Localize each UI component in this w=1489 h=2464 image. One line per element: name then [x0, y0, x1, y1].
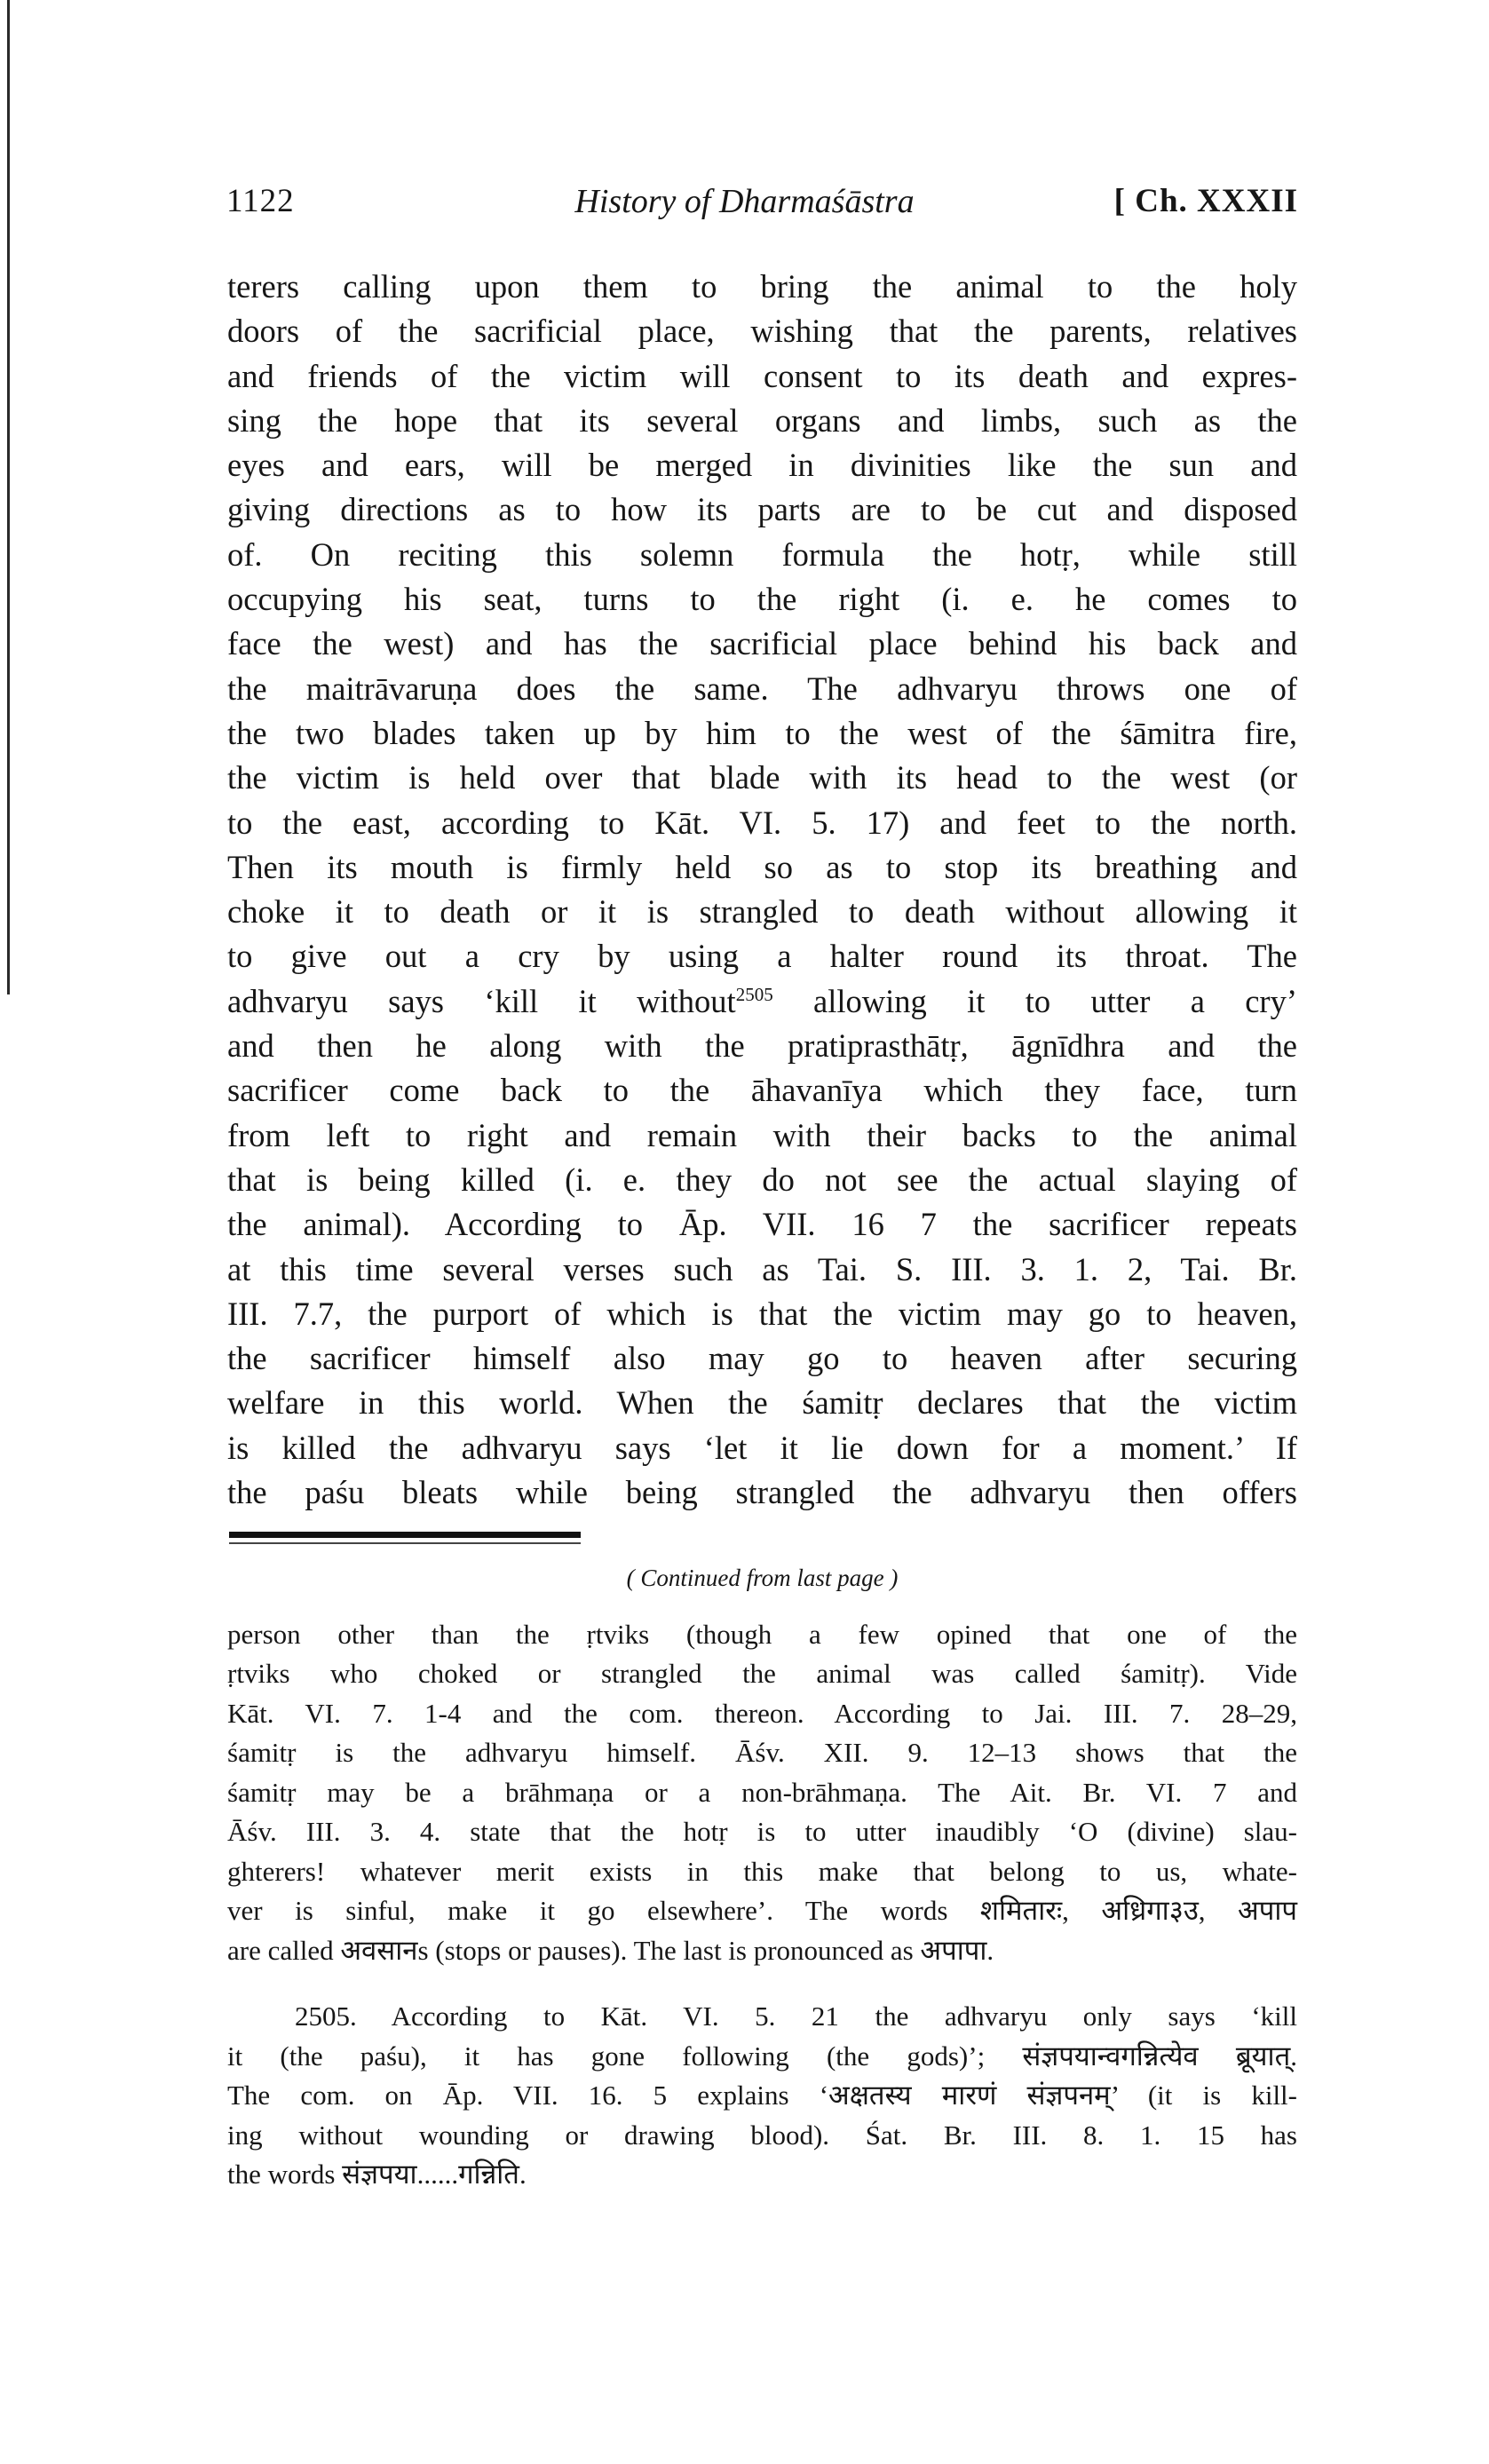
text-line: doors of the sacrificial place, wishing that the parents, relatives	[227, 313, 1297, 350]
footnote-line: ing without wounding or drawing blood). Śat. Br. III. 8. 1. 15 has	[227, 2119, 1297, 2151]
text-line: is killed the adhvaryu says ‘let it lie down for a moment.’ If	[227, 1429, 1297, 1466]
text-line: the sacrificer himself also may go to heaven after securing	[227, 1340, 1297, 1377]
text-line: and then he along with the pratiprasthātṛ, āgnīdhra and the	[227, 1027, 1297, 1065]
footnote-line-after: allowing it to utter a cry’	[772, 982, 1297, 1019]
text-line: sing the hope that its several organs and limbs, such as the	[227, 401, 1297, 439]
text-line: occupying his seat, turns to the right (i. e. he comes to	[227, 581, 1297, 618]
footnote-line: śamitṛ is the adhvaryu himself. Āśv. XII. 9. 12–13 shows that the	[227, 1737, 1297, 1768]
text-line: to give out a cry by using a halter round its throat. The	[227, 938, 1297, 975]
scan-margin-rule	[7, 0, 10, 994]
text-line: and friends of the victim will consent to its death and expres-	[227, 357, 1297, 394]
text-line: to the east, according to Kāt. VI. 5. 17) and feet to the north.	[227, 804, 1297, 841]
text-line: the paśu bleats while being strangled the adhvaryu then offers	[227, 1474, 1297, 1511]
text-line: the maitrāvaruṇa does the same. The adhvaryu throws one of	[227, 669, 1297, 707]
text-line: eyes and ears, will be merged in divinities like the sun and	[227, 447, 1297, 484]
footnote-line: Kāt. VI. 7. 1-4 and the com. thereon. According to Jai. III. 7. 28–29,	[227, 1697, 1297, 1729]
continued-note: ( Continued from last page )	[626, 1565, 899, 1591]
footnote-line: 2505. According to Kāt. VI. 5. 21 the adhvaryu only says ‘kill	[295, 2001, 1297, 2032]
text-line: at this time several verses such as Tai. S. III. 3. 1. 2, Tai. Br.	[227, 1250, 1297, 1287]
text-line: face the west) and has the sacrificial place behind his back and	[227, 625, 1297, 662]
footnote-line: Āśv. III. 3. 4. state that the hotṛ is to utter inaudibly ‘O (divine) slau-	[227, 1816, 1297, 1847]
footnote-line: ver is sinful, make it go elsewhere’. The words शमितारः, अध्रिगा३उ, अपाप	[227, 1895, 1297, 1926]
footnote-line: The com. on Āp. VII. 16. 5 explains ‘अक्षतस्य मारणं संज्ञपनम्’ (it is kill-	[227, 2080, 1297, 2111]
footnote-line: person other than the ṛtviks (though a few opined that one of the	[227, 1618, 1297, 1650]
footnote-line: it (the paśu), it has gone following (the gods)’; संज्ञपयान्वगन्नित्येव ब्रूयात्.	[227, 2040, 1297, 2072]
footnotes	[227, 1558, 1297, 2195]
footnote-marker[interactable]: 2505	[735, 983, 773, 1005]
text-line: Then its mouth is firmly held so as to stop its breathing and	[227, 848, 1297, 885]
text-line: of. On reciting this solemn formula the hotṛ, while still	[227, 535, 1297, 573]
text-line: terers calling upon them to bring the animal to the holy	[227, 268, 1297, 305]
text-line: that is being killed (i. e. they do not see the actual slaying of	[227, 1161, 1297, 1198]
text-line: the two blades taken up by him to the west of the śāmitra fire,	[227, 714, 1297, 751]
footnote-line: ṛtviks who choked or strangled the animal was called śamitṛ). Vide	[227, 1658, 1297, 1689]
text-line: welfare in this world. When the śamitṛ declares that the victim	[227, 1384, 1297, 1422]
text-line: from left to right and remain with their backs to the animal	[227, 1116, 1297, 1153]
text-line: III. 7.7, the purport of which is that the victim may go to heaven,	[227, 1295, 1297, 1332]
chapter-reference: [ Ch. XXXII	[1113, 183, 1298, 219]
footnote-continued	[227, 1615, 1297, 1971]
text-line: the victim is held over that blade with its head to the west (or	[227, 759, 1297, 796]
footnote-line: ghterers! whatever merit exists in this make that belong to us, whate-	[227, 1855, 1297, 1887]
page-number: 1122	[226, 183, 295, 219]
footnote-line: the words संज्ञपया......गन्निति.	[227, 2159, 527, 2190]
footnote-line: are called अवसानs (stops or pauses). The last is pronounced as अपापा.	[227, 1934, 994, 1966]
running-title: History of Dharmaśāstra	[574, 183, 915, 220]
footnote-2505	[227, 1997, 1297, 2195]
footnote-line: śamitṛ may be a brāhmaṇa or a non-brāhmaṇa. The Ait. Br. VI. 7 and	[227, 1776, 1297, 1808]
page-header	[0, 182, 1489, 235]
footnote-separator-thin	[229, 1542, 581, 1544]
body-text	[227, 265, 1297, 1515]
text-line: choke it to death or it is strangled to death without allowing it	[227, 893, 1297, 931]
text-line: the animal). According to Āp. VII. 16 7 the sacrificer repeats	[227, 1206, 1297, 1243]
text-line: sacrificer come back to the āhavanīya which they face, turn	[227, 1072, 1297, 1109]
footnote-separator	[229, 1532, 581, 1538]
text-line: giving directions as to how its parts are to be cut and disposed	[227, 491, 1297, 528]
text-line-with-footnote	[227, 979, 1297, 1024]
footnote-line-before: adhvaryu says ‘kill it without	[227, 982, 736, 1019]
